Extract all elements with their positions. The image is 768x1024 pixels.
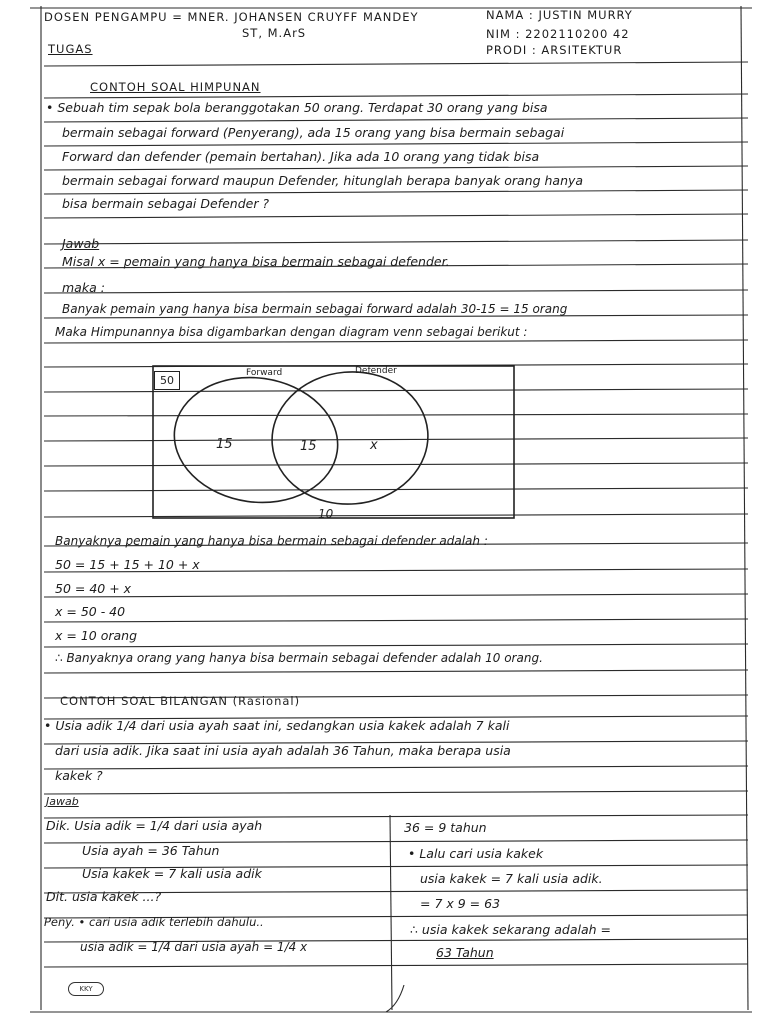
venn-outside: 10 xyxy=(318,507,334,521)
venn-defender-label: Defender xyxy=(355,366,397,376)
set-conclusion: ∴ Banyaknya orang yang hanya bisa bermain sebagai defender adalah 10 orang. xyxy=(55,651,543,665)
set-step-line: 50 = 40 + x xyxy=(55,581,132,596)
student-name: NAMA : JUSTIN MURRY xyxy=(486,8,633,22)
student-prodi: PRODI : ARSITEKTUR xyxy=(486,43,623,57)
number-left-step: Peny. • cari usia adik terlebih dahulu.. xyxy=(44,915,264,929)
set-step-line: x = 10 orang xyxy=(55,628,138,643)
set-answer-line: Banyak pemain yang hanya bisa bermain sebagai forward adalah 30-15 = 15 orang xyxy=(62,302,568,316)
set-problem-line: bisa bermain sebagai Defender ? xyxy=(62,196,270,211)
set-problem-line: Forward dan defender (pemain bertahan). Jika ada 10 orang yang tidak bisa xyxy=(62,149,540,164)
set-section-title: CONTOH SOAL HIMPUNAN xyxy=(90,80,261,94)
set-step-line: 50 = 15 + 15 + 10 + x xyxy=(55,557,200,572)
set-answer-line: Misal x = pemain yang hanya bisa bermain sebagai defender. xyxy=(62,254,450,269)
venn-forward-only: 15 xyxy=(216,437,233,452)
number-right-step: = 7 x 9 = 63 xyxy=(420,896,501,911)
set-step-line: x = 50 - 40 xyxy=(55,604,126,619)
number-answer-label: Jawab xyxy=(46,795,79,808)
set-answer-line: maka : xyxy=(62,280,105,295)
number-right-step: usia kakek = 7 kali usia adik. xyxy=(420,871,603,886)
set-problem-line: • Sebuah tim sepak bola beranggotakan 50 orang. Terdapat 30 orang yang bisa xyxy=(46,100,548,115)
number-left-step: usia adik = 1/4 dari usia ayah = 1/4 x xyxy=(80,940,308,954)
number-problem-line: kakek ? xyxy=(55,768,103,783)
venn-intersection: 15 xyxy=(300,439,317,454)
student-nim: NIM : 2202110200 42 xyxy=(486,27,630,41)
number-problem-line: • Usia adik 1/4 dari usia ayah saat ini, sedangkan usia kakek adalah 7 kali xyxy=(44,718,510,733)
venn-defender-only: x xyxy=(370,438,378,453)
number-right-step: • Lalu cari usia kakek xyxy=(408,846,544,861)
number-section-title: CONTOH SOAL BILANGAN (Rasional) xyxy=(60,694,301,708)
number-final-answer: 63 Tahun xyxy=(436,945,494,960)
set-problem-line: bermain sebagai forward (Penyerang), ada 15 orang yang bisa bermain sebagai xyxy=(62,125,565,140)
number-problem-line: dari usia adik. Jika saat ini usia ayah adalah 36 Tahun, maka berapa usia xyxy=(55,743,511,758)
venn-universe-label: 50 xyxy=(154,371,180,390)
lecturer-line: DOSEN PENGAMPU = MNER. JOHANSEN CRUYFF MANDEY xyxy=(44,10,419,24)
set-answer-line: Maka Himpunannya bisa digambarkan dengan diagram venn sebagai berikut : xyxy=(55,325,528,339)
number-left-step: Usia ayah = 36 Tahun xyxy=(82,843,220,858)
set-problem-line: bermain sebagai forward maupun Defender, hitunglah berapa banyak orang hanya xyxy=(62,173,584,188)
footer-stamp: KKY xyxy=(68,982,104,996)
number-left-step: Usia kakek = 7 kali usia adik xyxy=(82,866,262,881)
number-right-step: 36 = 9 tahun xyxy=(404,820,487,835)
lecturer-degree: ST, M.ArS xyxy=(242,26,307,40)
number-right-step: ∴ usia kakek sekarang adalah = xyxy=(410,922,611,937)
set-answer-label: Jawab xyxy=(62,236,100,251)
task-label: TUGAS xyxy=(48,42,93,56)
number-left-step: Dit. usia kakek ...? xyxy=(46,889,162,904)
venn-forward-label: Forward xyxy=(246,368,283,378)
set-step-line: Banyaknya pemain yang hanya bisa bermain sebagai defender adalah : xyxy=(55,534,488,548)
number-left-step: Dik. Usia adik = 1/4 dari usia ayah xyxy=(46,818,263,833)
